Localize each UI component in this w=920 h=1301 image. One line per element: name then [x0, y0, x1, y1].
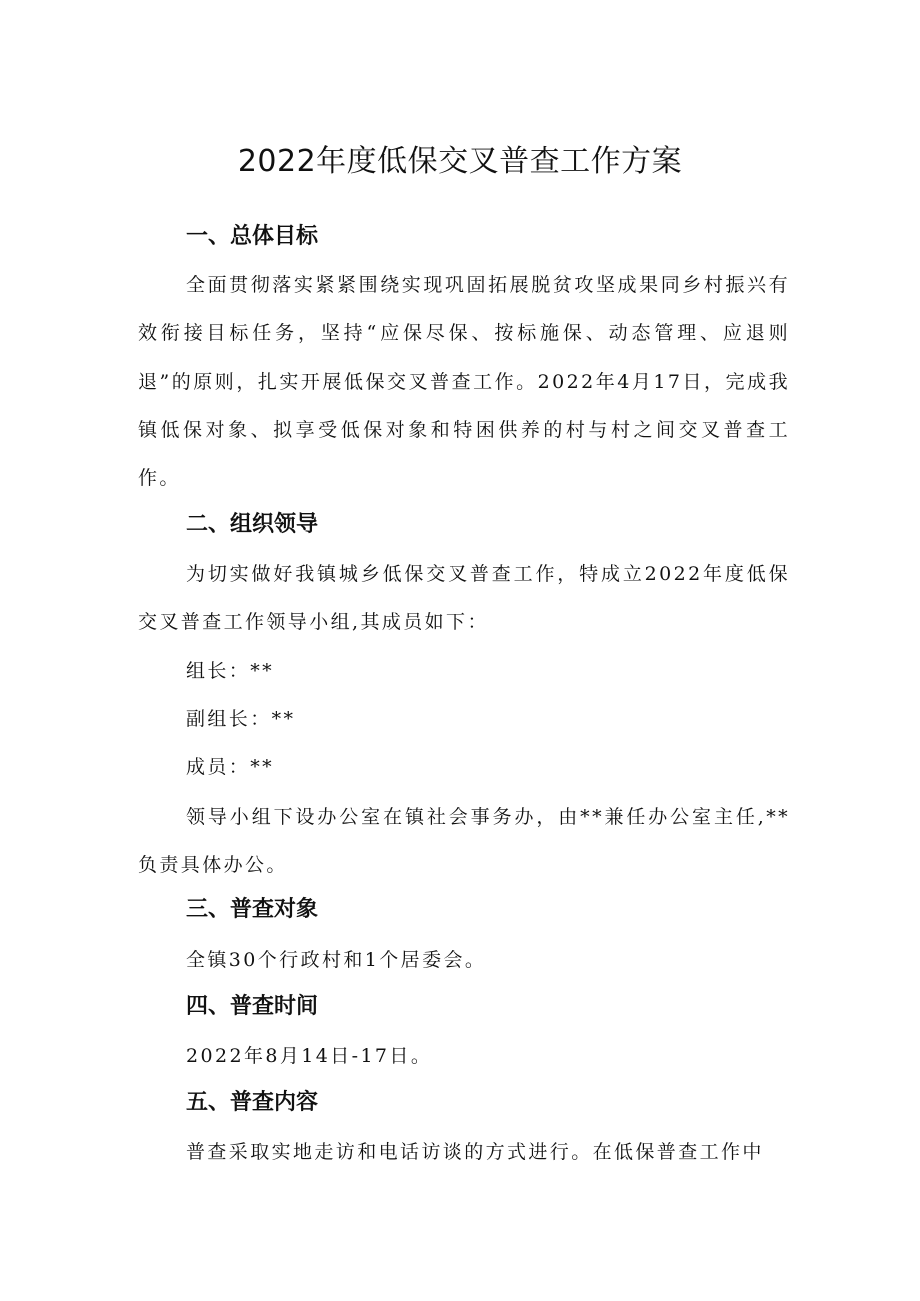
section-line-targets: 全镇30个行政村和1个居委会。: [186, 949, 487, 971]
office-note-paragraph: 领导小组下设办公室在镇社会事务办，由**兼任办公室主任,**负责具体办公。: [138, 806, 790, 877]
member-deputy-leader: 副组长：**: [186, 708, 296, 730]
document-title: 2022年度低保交叉普查工作方案: [237, 144, 683, 179]
section-line-content: 普查采取实地走访和电话访谈的方式进行。在低保普查工作中: [186, 1141, 764, 1163]
section-paragraph-goals: 全面贯彻落实紧紧围绕实现巩固拓展脱贫攻坚成果同乡村振兴有效衔接目标任务，坚持“应保尽保、按标施保、动态管理、应退则退”的原则，扎实开展低保交叉普查工作。2022年4月17日，完成我镇低保对象、拟享受低保对象和特困供养的村与村之间交叉普查工作。: [138, 274, 790, 490]
member-leader: 组长：**: [186, 660, 275, 682]
section-heading-content: 五、普查内容: [186, 1090, 319, 1115]
section-paragraph-organization: 为切实做好我镇城乡低保交叉普查工作，特成立2022年度低保交叉普查工作领导小组,其成员如下：: [138, 563, 790, 634]
section-heading-organization: 二、组织领导: [186, 512, 319, 537]
section-heading-targets: 三、普查对象: [186, 897, 319, 922]
section-line-time: 2022年8月14日-17日。: [186, 1045, 433, 1067]
section-heading-goals: 一、总体目标: [186, 224, 319, 249]
member-members: 成员：**: [186, 756, 275, 778]
section-heading-time: 四、普查时间: [186, 994, 319, 1019]
